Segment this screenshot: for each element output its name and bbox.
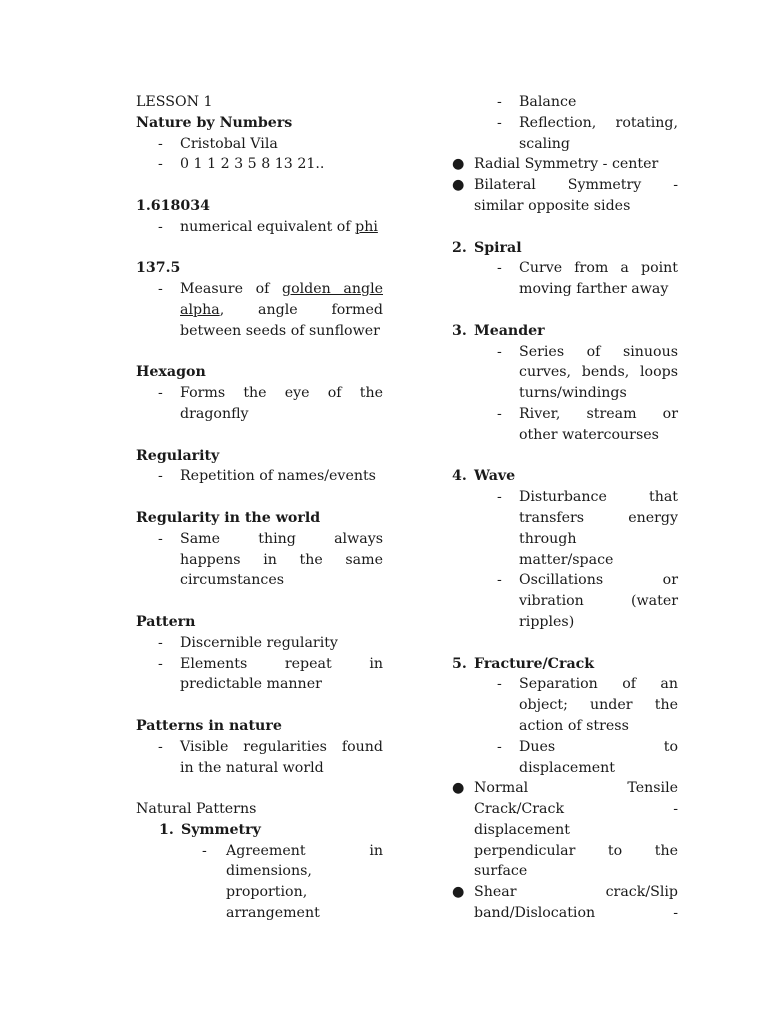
list-item-cont: through [519, 530, 577, 547]
section-heading: Pattern [136, 613, 196, 630]
list-item-cont: alpha, angle formed [180, 301, 383, 318]
list-item: - Balance [497, 94, 577, 110]
bullet-item: ● Bilateral Symmetry - [452, 177, 678, 194]
list-item: - Reflection, rotating, [497, 114, 678, 131]
list-item-cont: turns/windings [519, 385, 627, 402]
list-item: - 0 1 1 2 3 5 8 13 21.. [158, 156, 325, 173]
bullet-item: ● Normal Tensile [452, 780, 678, 797]
bullet-item-cont: Crack/Crack - [474, 801, 678, 818]
list-item-cont: predictable manner [180, 676, 322, 693]
list-item-cont: vibration (water [519, 593, 678, 610]
list-item: - River, stream or [497, 405, 678, 422]
list-item-cont: happens in the same [180, 551, 383, 568]
section-heading: Hexagon [136, 364, 206, 381]
list-item: - Forms the eye of the [158, 385, 383, 402]
list-item-cont: matter/space [519, 551, 614, 568]
list-item: - Oscillations or [497, 572, 678, 589]
section-heading: 137.5 [136, 260, 181, 277]
numbered-heading: 2. Spiral [452, 239, 522, 256]
list-item: - Disturbance that [497, 489, 678, 506]
numbered-heading: 1. Symmetry [159, 821, 261, 838]
list-item-cont: circumstances [180, 572, 285, 589]
list-item-cont: ripples) [519, 613, 575, 630]
section-heading-natural-patterns: Natural Patterns [136, 801, 257, 818]
section-heading: Patterns in nature [136, 717, 282, 734]
list-item-cont: dimensions, [226, 863, 312, 880]
list-item-cont: arrangement [226, 905, 320, 922]
numbered-heading: 5. Fracture/Crack [452, 655, 595, 672]
list-item: - Series of sinuous [497, 343, 678, 360]
bullet-item-cont: displacement [474, 821, 571, 838]
left-column [136, 92, 383, 924]
list-item: - Cristobal Vila [158, 135, 278, 152]
list-item: - Separation of an [497, 676, 678, 693]
bullet-item: ● Radial Symmetry - center [452, 156, 659, 173]
list-item: - Curve from a point [497, 260, 678, 277]
list-item-cont: proportion, [226, 884, 308, 901]
list-item: - numerical equivalent of phi [158, 218, 378, 235]
list-item-cont: moving farther away [519, 281, 669, 298]
list-item-cont: action of stress [519, 717, 629, 734]
list-item-cont: between seeds of sunflower [180, 322, 380, 339]
bullet-item: ● Shear crack/Slip [452, 884, 678, 901]
numbered-heading: 4. Wave [452, 468, 516, 485]
list-item-cont: curves, bends, loops [519, 364, 678, 381]
list-item: - Measure of golden angle [158, 281, 383, 298]
list-item: - Discernible regularity [158, 634, 338, 651]
list-item: - Dues to [497, 738, 678, 755]
list-item-cont: transfers energy [519, 509, 678, 526]
bullet-item-cont: surface [474, 863, 528, 880]
numbered-heading: 3. Meander [452, 322, 545, 339]
list-item-cont: scaling [519, 135, 570, 152]
bullet-item-cont: perpendicular to the [474, 842, 678, 859]
list-item: - Elements repeat in [158, 655, 383, 672]
bullet-item-cont: similar opposite sides [474, 197, 631, 214]
list-item-cont: dragonfly [180, 405, 249, 422]
list-item-cont: displacement [519, 759, 616, 776]
lesson-label: LESSON 1 [136, 94, 213, 110]
right-column [452, 92, 678, 924]
section-heading: Regularity in the world [136, 509, 321, 526]
list-item: - Same thing always [158, 530, 383, 547]
lesson-title: Nature by Numbers [136, 114, 293, 131]
list-item-cont: object; under the [519, 697, 678, 714]
list-item-cont: in the natural world [180, 759, 324, 776]
list-item: - Repetition of names/events [158, 468, 376, 485]
section-heading: Regularity [136, 447, 220, 464]
list-item: - Visible regularities found [158, 738, 383, 755]
list-item: - Agreement in [202, 842, 383, 859]
section-heading: 1.618034 [136, 197, 211, 214]
list-item-cont: other watercourses [519, 426, 659, 443]
bullet-item-cont: band/Dislocation - [474, 905, 678, 922]
